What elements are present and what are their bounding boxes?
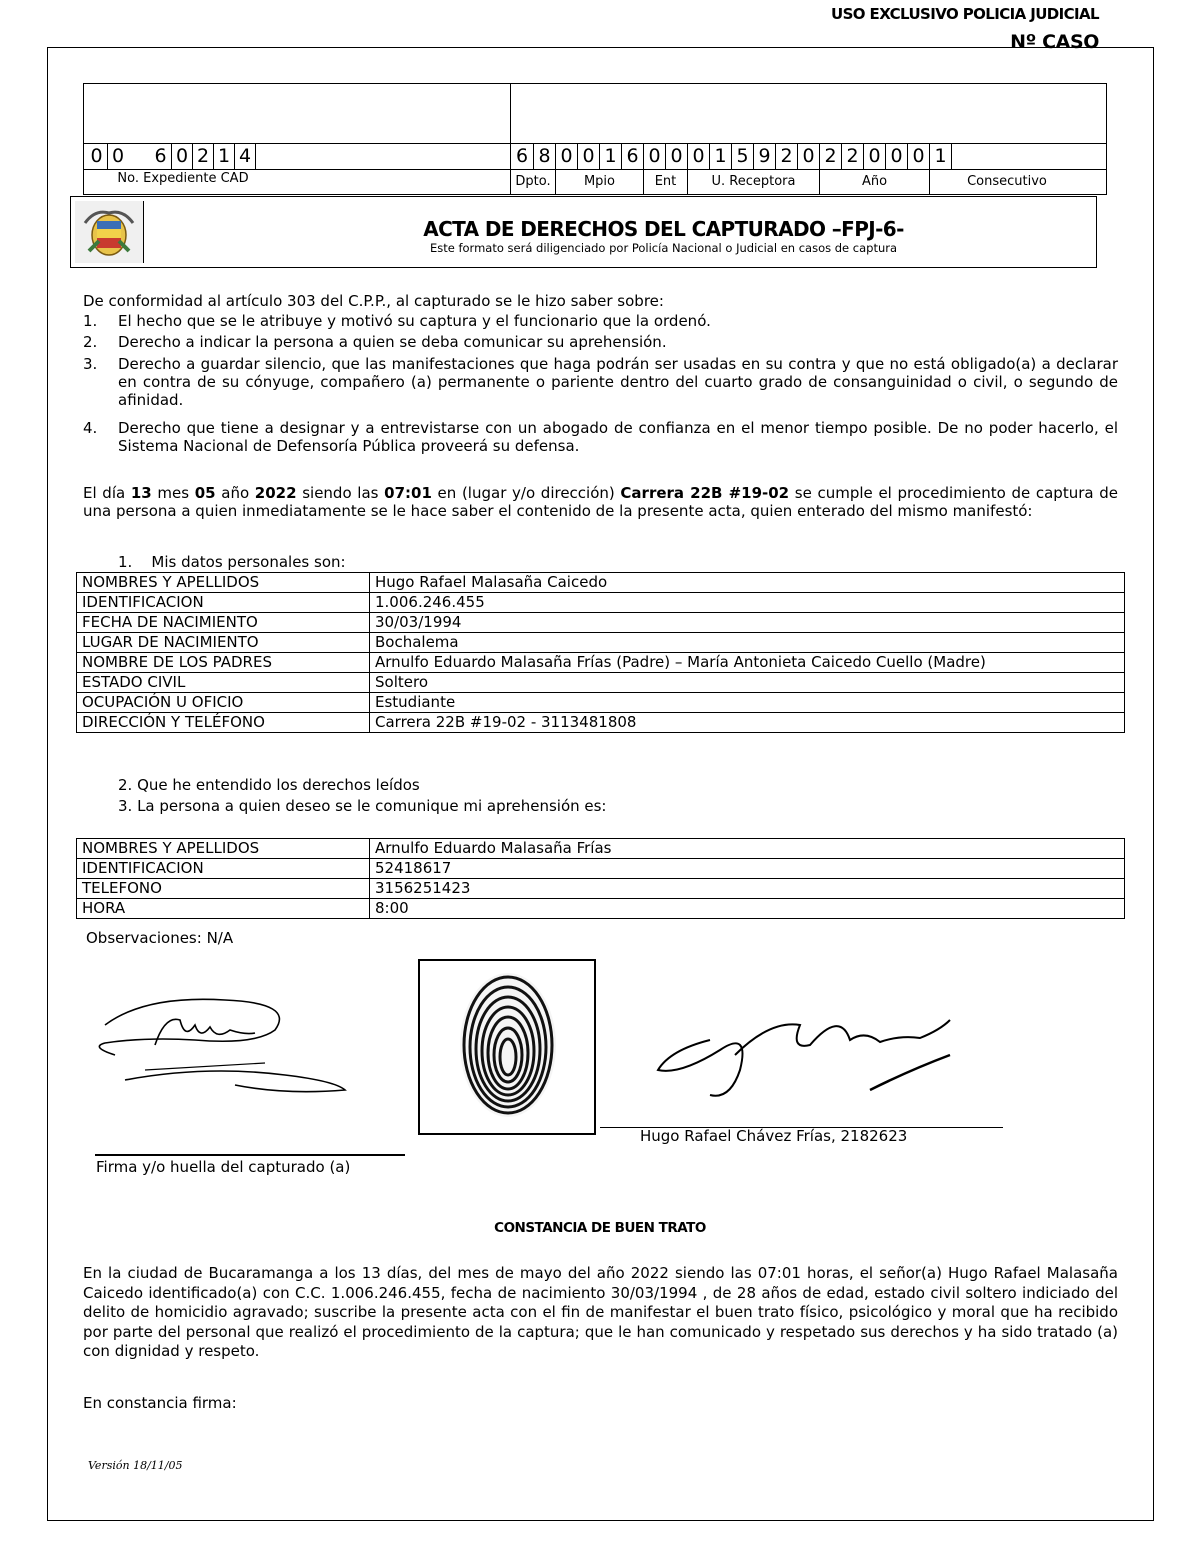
digit: 1 xyxy=(213,143,234,169)
field-value: Arnulfo Eduardo Malasaña Frías xyxy=(370,839,1125,859)
capture-statement xyxy=(83,484,1118,520)
table-row xyxy=(77,613,1125,633)
digit: 6 xyxy=(621,143,643,169)
table-row xyxy=(77,653,1125,673)
digit: 0 xyxy=(885,143,907,169)
digit: 4 xyxy=(234,143,255,169)
item-number: 2. xyxy=(83,333,98,351)
field-label: ESTADO CIVIL xyxy=(77,673,370,693)
table-row xyxy=(77,573,1125,593)
digit: 0 xyxy=(643,143,665,169)
item-text: El hecho que se le atribuye y motivó su captura y el funcionario que la ordenó. xyxy=(118,312,711,330)
observaciones: Observaciones: N/A xyxy=(86,929,234,947)
capture-day: 13 xyxy=(130,484,152,502)
field-label: NOMBRES Y APELLIDOS xyxy=(77,839,370,859)
document-subtitle: Este formato será diligenciado por Policía Nacional o Judicial en casos de captura xyxy=(429,241,898,255)
document-title: ACTA DE DERECHOS DEL CAPTURADO –FPJ-6- xyxy=(423,217,904,241)
table-row xyxy=(77,593,1125,613)
caso-digits xyxy=(511,143,973,169)
title-box xyxy=(70,196,1097,268)
field-value: Hugo Rafael Malasaña Caicedo xyxy=(370,573,1125,593)
text: año xyxy=(215,484,255,502)
field-value: Soltero xyxy=(370,673,1125,693)
label-u-receptora: U. Receptora xyxy=(687,169,819,195)
signature-line-captured xyxy=(95,1154,405,1156)
item-number: 4. xyxy=(83,419,98,437)
digit: 6 xyxy=(515,145,529,167)
constancia-firma: En constancia firma: xyxy=(83,1394,237,1412)
text: mes xyxy=(151,484,195,502)
field-value: 30/03/1994 xyxy=(370,613,1125,633)
digit: 2 xyxy=(841,143,863,169)
field-value: Bochalema xyxy=(370,633,1125,653)
field-label: LUGAR DE NACIMIENTO xyxy=(77,633,370,653)
digit xyxy=(276,143,297,169)
point-2: 2. Que he entendido los derechos leídos xyxy=(118,776,420,794)
label-ent: Ent xyxy=(643,169,687,195)
caso-label: Nº CASO xyxy=(1010,31,1099,53)
label-consecutivo: Consecutivo xyxy=(929,169,1084,195)
item-text: Derecho que tiene a designar y a entrevistarse con un abogado de confianza en el menor tiempo posible. De no poder hacerlo, el Sistema Nacional de Defensoría Pública proveerá su defensa. xyxy=(118,419,1118,455)
captured-signature-label: Firma y/o huella del capturado (a) xyxy=(96,1158,351,1176)
field-value: Estudiante xyxy=(370,693,1125,713)
expediente-label: No. Expediente CAD xyxy=(117,171,249,186)
field-label: NOMBRES Y APELLIDOS xyxy=(77,573,370,593)
digit: 0 xyxy=(907,143,929,169)
field-value: Carrera 22B #19-02 - 3113481808 xyxy=(370,713,1125,733)
table-row xyxy=(77,713,1125,733)
text: en (lugar y/o dirección) xyxy=(431,484,621,502)
table-row xyxy=(77,693,1125,713)
digit: 0 xyxy=(555,143,577,169)
digit: 1 xyxy=(599,143,621,169)
table-row xyxy=(77,859,1125,879)
text: El día xyxy=(83,484,131,502)
digit: 5 xyxy=(731,143,753,169)
field-value: 52418617 xyxy=(370,859,1125,879)
field-label: IDENTIFICACION xyxy=(77,859,370,879)
uso-exclusivo-label: USO EXCLUSIVO POLICIA JUDICIAL xyxy=(830,5,1099,23)
digit: 9 xyxy=(753,143,775,169)
table-row xyxy=(77,839,1125,859)
capture-place: Carrera 22B #19-02 xyxy=(620,484,790,502)
constancia-text: En la ciudad de Bucaramanga a los 13 días, del mes de mayo del año 2022 siendo las 07:01 horas, el señor(a) Hugo Rafael Malasaña Caicedo identificado(a) con C.C. 1.006.246.455, fecha de nacimiento 30/03/1994 , de 28 años de edad, estado civil soltero indiciado del delito de homicidio agravado; suscribe la presente acta con el fin de manifestar el buen trato físico, psicológico y moral que ha recibido por parte del personal que realizó el procedimiento de la captura; que le han comunicado y respetado sus derechos y ha sido tratado (a) con dignidad y respeto. xyxy=(83,1264,1118,1360)
digit: 0 xyxy=(665,143,687,169)
field-label: TELEFONO xyxy=(77,879,370,899)
expediente-digits xyxy=(86,143,297,169)
text: se cumple el procedimiento de captura de una persona a quien inmediatamente se le hace saber el contenido de la presente acta, quien enterado del mismo manifestó: xyxy=(83,484,1118,520)
digit: 2 xyxy=(819,143,841,169)
digit: 6 xyxy=(154,145,167,167)
capture-time: 07:01 xyxy=(384,484,432,502)
field-label: IDENTIFICACION xyxy=(77,593,370,613)
capture-year: 2022 xyxy=(254,484,297,502)
intro-text: De conformidad al artículo 303 del C.P.P., al capturado se le hizo saber sobre: xyxy=(83,292,664,310)
personal-heading: 1. Mis datos personales son: xyxy=(118,553,346,571)
table-row xyxy=(77,899,1125,919)
constancia-title: CONSTANCIA DE BUEN TRATO xyxy=(494,1220,706,1236)
item-text: Derecho a indicar la persona a quien se deba comunicar su aprehensión. xyxy=(118,333,667,351)
fingerprint-icon xyxy=(420,961,594,1133)
personal-data-table xyxy=(76,572,1125,733)
official-signature-label: Hugo Rafael Chávez Frías, 2182623 xyxy=(640,1127,908,1145)
item-text: Derecho a guardar silencio, que las manifestaciones que haga podrán ser usadas en su contra y que no está obligado(a) a declarar en contra de su cónyuge, compañero (a) permanente o pariente dentro del cuarto grado de consanguinidad o civil, o segundo de afinidad. xyxy=(118,355,1118,409)
digit: 0 xyxy=(797,143,819,169)
table-row xyxy=(77,633,1125,653)
digit xyxy=(128,143,150,169)
digit: 0 xyxy=(90,145,103,167)
contact-data-table xyxy=(76,838,1125,919)
field-label: FECHA DE NACIMIENTO xyxy=(77,613,370,633)
fingerprint-box xyxy=(418,959,596,1135)
digit: 1 xyxy=(709,143,731,169)
table-row xyxy=(77,879,1125,899)
item-number: 3. xyxy=(83,355,98,373)
digit: 2 xyxy=(192,143,213,169)
digit xyxy=(255,143,276,169)
digit: 0 xyxy=(171,143,192,169)
label-ano: Año xyxy=(819,169,929,195)
colombia-crest-icon xyxy=(75,201,144,263)
digit: 8 xyxy=(533,143,555,169)
digit xyxy=(951,143,973,169)
field-value: 1.006.246.455 xyxy=(370,593,1125,613)
item-number: 1. xyxy=(83,312,98,330)
digit: 1 xyxy=(929,143,951,169)
field-label: OCUPACIÓN U OFICIO xyxy=(77,693,370,713)
digit: 0 xyxy=(687,143,709,169)
text: siendo las xyxy=(296,484,385,502)
digit: 0 xyxy=(107,143,128,169)
label-dpto: Dpto. xyxy=(515,174,551,189)
version-label: Versión 18/11/05 xyxy=(88,1459,183,1472)
field-value: Arnulfo Eduardo Malasaña Frías (Padre) – María Antonieta Caicedo Cuello (Madre) xyxy=(370,653,1125,673)
capture-month: 05 xyxy=(194,484,216,502)
official-signature-icon xyxy=(650,1000,960,1110)
digit: 2 xyxy=(775,143,797,169)
field-label: DIRECCIÓN Y TELÉFONO xyxy=(77,713,370,733)
label-mpio: Mpio xyxy=(555,169,643,195)
digit: 0 xyxy=(577,143,599,169)
divider xyxy=(83,169,511,170)
field-value: 8:00 xyxy=(370,899,1125,919)
field-label: NOMBRE DE LOS PADRES xyxy=(77,653,370,673)
point-3: 3. La persona a quien deseo se le comunique mi aprehensión es: xyxy=(118,797,607,815)
field-label: HORA xyxy=(77,899,370,919)
caso-labels xyxy=(511,169,1084,195)
digit: 0 xyxy=(863,143,885,169)
captured-signature-icon xyxy=(85,985,355,1100)
table-row xyxy=(77,673,1125,693)
field-value: 3156251423 xyxy=(370,879,1125,899)
